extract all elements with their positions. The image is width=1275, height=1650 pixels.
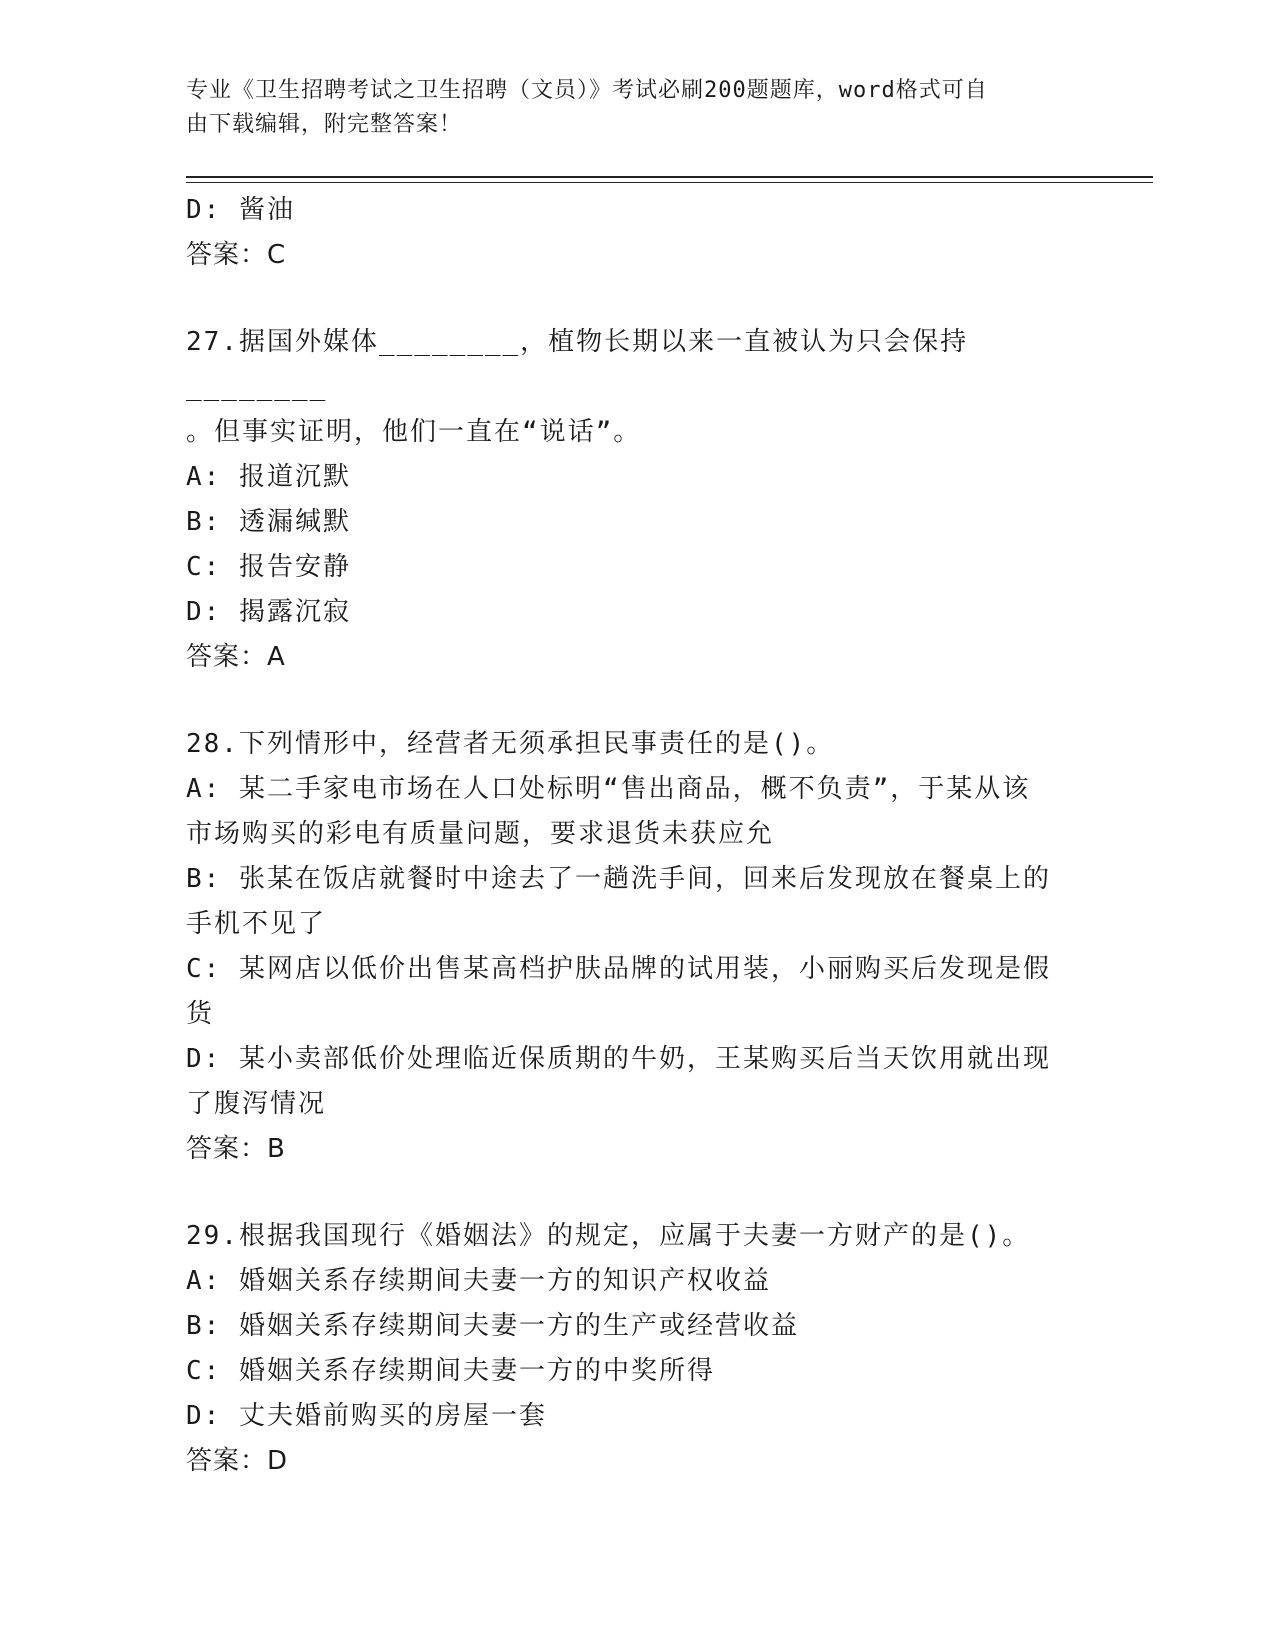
document-header: [186, 74, 1066, 142]
question-28: [186, 722, 1076, 1172]
option-a: A: 某二手家电市场在人口处标明“售出商品，概不负责”，于某从该: [186, 774, 1031, 804]
option-a-cont: 市场购买的彩电有质量问题，要求退货未获应允: [186, 819, 775, 849]
prev-answer: 答案：C: [186, 240, 287, 270]
question-stem-line: 29.根据我国现行《婚姻法》的规定，应属于夫妻一方财产的是()。: [186, 1221, 1031, 1251]
header-divider-thin: [186, 182, 1153, 183]
header-divider-thick: [186, 176, 1153, 178]
option-b: B: 透漏缄默: [186, 507, 351, 537]
question-stem-line: 。但事实证明，他们一直在“说话”。: [186, 417, 642, 447]
option-d: D: 丈夫婚前购买的房屋一套: [186, 1401, 547, 1431]
option-d: D: 揭露沉寂: [186, 597, 351, 627]
option-d: D: 某小卖部低价处理临近保质期的牛奶，王某购买后当天饮用就出现: [186, 1044, 1051, 1074]
question-27: [186, 320, 1076, 680]
option-c: C: 婚姻关系存续期间夫妻一方的中奖所得: [186, 1356, 715, 1386]
option-b: B: 婚姻关系存续期间夫妻一方的生产或经营收益: [186, 1311, 799, 1341]
option-c-cont: 货: [186, 999, 215, 1029]
answer: 答案：D: [186, 1446, 289, 1476]
option-b-cont: 手机不见了: [186, 909, 327, 939]
option-c: C: 报告安静: [186, 552, 351, 582]
question-list: [186, 188, 1076, 1484]
option-a: A: 婚姻关系存续期间夫妻一方的知识产权收益: [186, 1266, 771, 1296]
answer: 答案：B: [186, 1134, 286, 1164]
question-stem-line: 28.下列情形中，经营者无须承担民事责任的是()。: [186, 729, 835, 759]
question-stem-line: 27.据国外媒体________，植物长期以来一直被认为只会保持________: [186, 327, 969, 402]
header-line-2: 由下载编辑，附完整答案！: [186, 112, 463, 137]
answer: 答案：A: [186, 642, 286, 672]
header-line-1: 专业《卫生招聘考试之卫生招聘（文员）》考试必刷200题题库，word格式可自: [186, 78, 988, 103]
prev-option-d: D: 酱油: [186, 195, 295, 225]
option-b: B: 张某在饭店就餐时中途去了一趟洗手间，回来后发现放在餐桌上的: [186, 864, 1051, 894]
question-29: [186, 1214, 1076, 1484]
option-a: A: 报道沉默: [186, 462, 351, 492]
option-c: C: 某网店以低价出售某高档护肤品牌的试用装，小丽购买后发现是假: [186, 954, 1051, 984]
option-d-cont: 了腹泻情况: [186, 1089, 327, 1119]
